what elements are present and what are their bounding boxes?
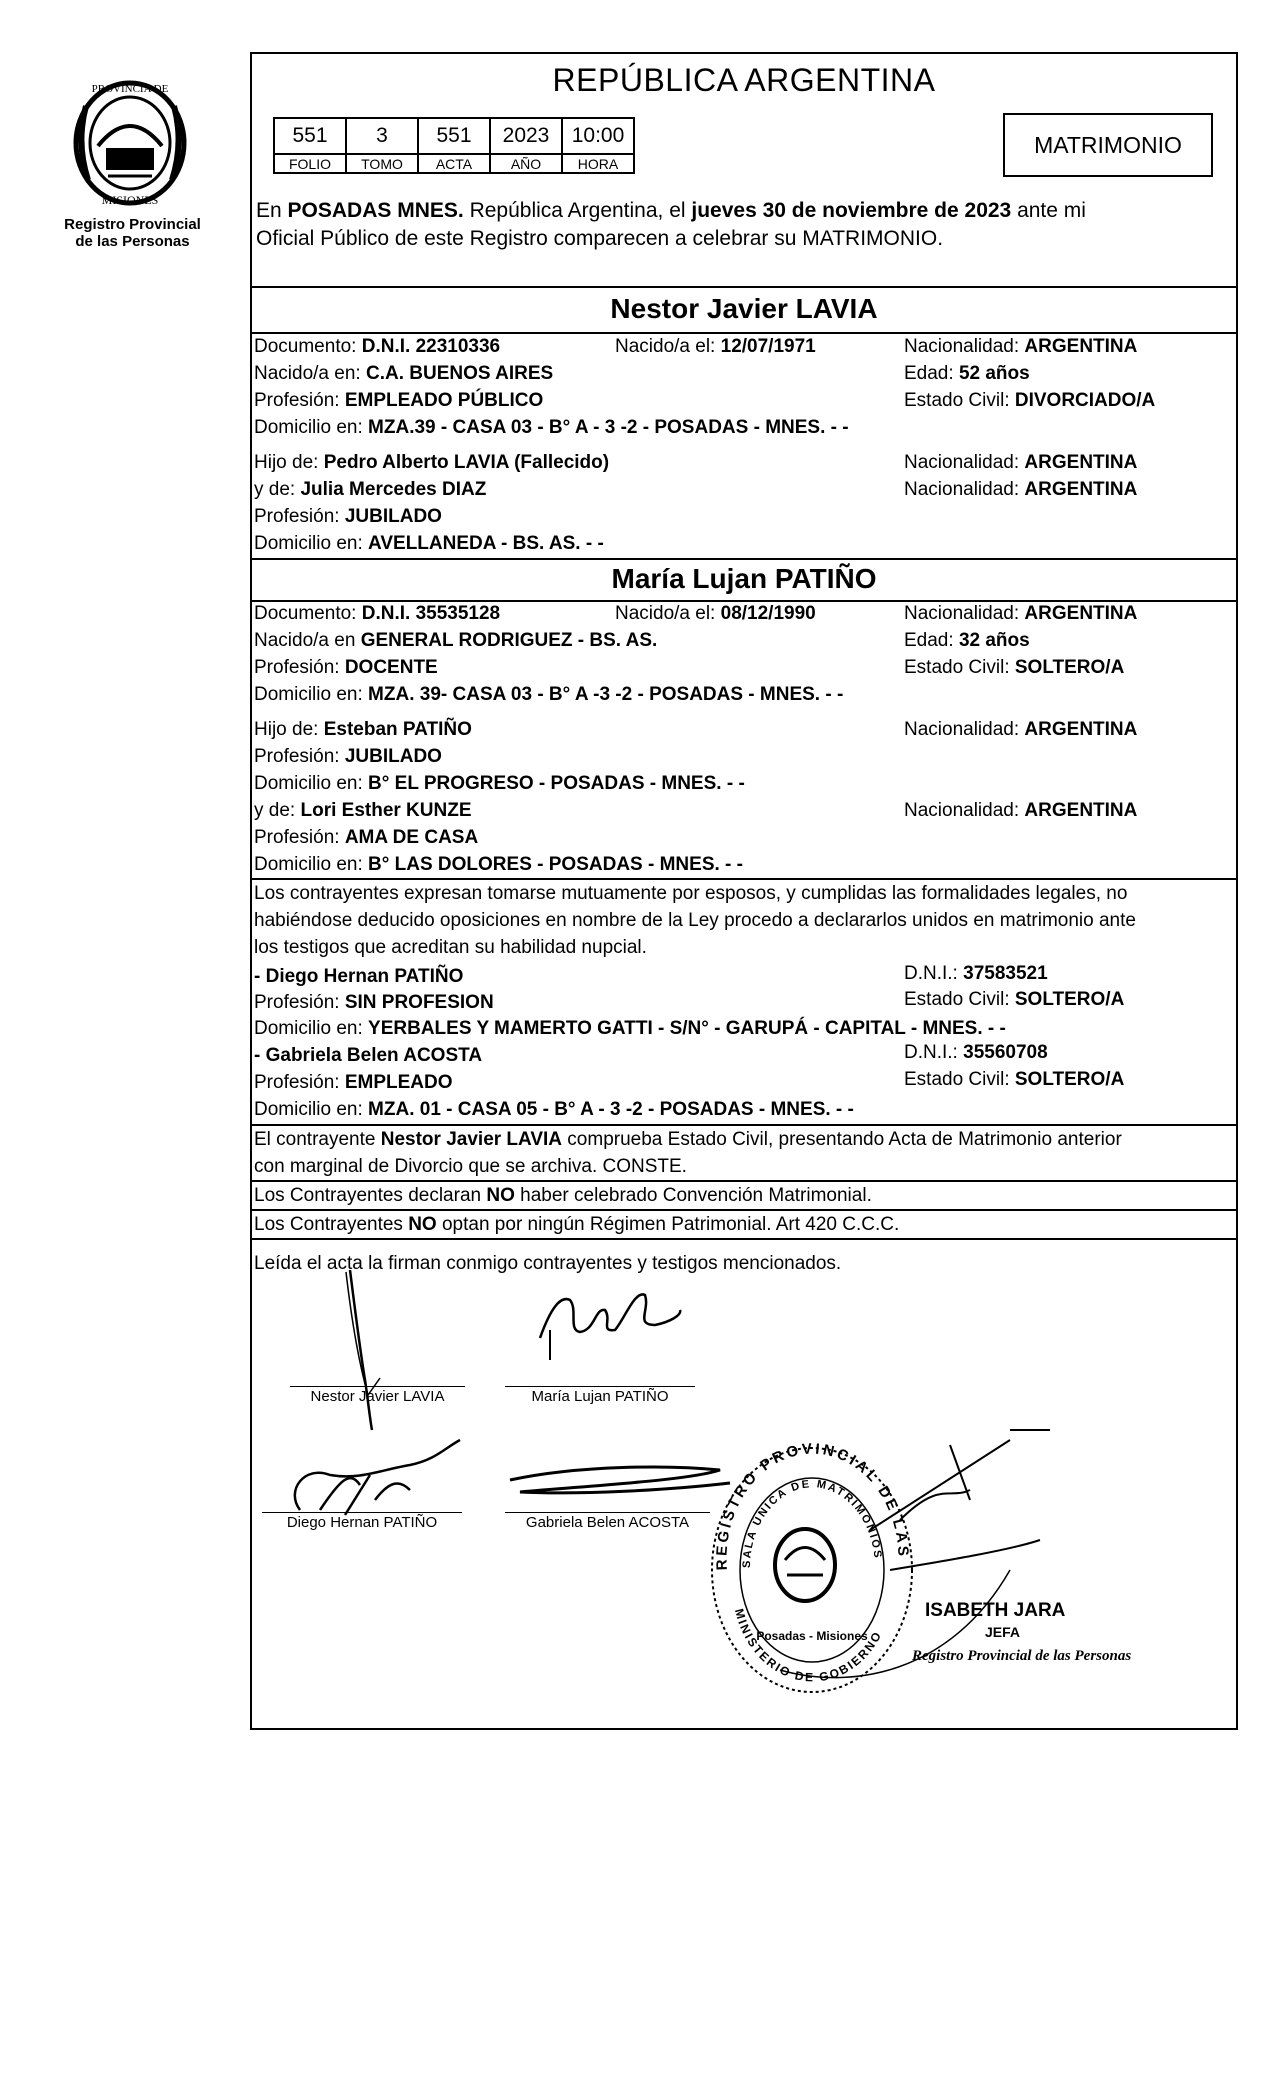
- witness2-dni: [904, 1041, 1048, 1065]
- bride-birthdate: [615, 602, 816, 626]
- field-label: Estado Civil:: [904, 390, 1015, 411]
- field-label: D.N.I.:: [904, 963, 964, 984]
- provincial-seal: [68, 76, 193, 211]
- witness2-civil-status: [904, 1068, 1124, 1092]
- bride-civil-status: [904, 656, 1124, 680]
- note-line2: con marginal de Divorcio que se archiva. CONSTE.: [254, 1156, 687, 1177]
- divider: [250, 286, 1238, 288]
- field-label: Domicilio en:: [254, 773, 369, 794]
- field-value: SOLTERO/A: [1014, 989, 1125, 1010]
- signature-stroke: [540, 1294, 680, 1338]
- declaration-line3: los testigos que acreditan su habilidad nupcial.: [254, 937, 647, 958]
- declaration-line1: Los contrayentes expresan tomarse mutuamente por esposos, y cumplidas las formalidades legales, no: [254, 883, 1128, 904]
- record-number-table: [273, 117, 635, 174]
- field-value: 52 años: [958, 363, 1030, 384]
- bride-mother-address: [254, 853, 743, 877]
- signature-stroke: [346, 1272, 380, 1395]
- stamp-bottom-text: MINISTERIO DE GOBIERNO: [731, 1607, 885, 1685]
- bride-name: María Lujan PATIÑO: [611, 563, 877, 594]
- note-text: comprueba Estado Civil, presentando Acta de Matrimonio anterior: [562, 1129, 1122, 1150]
- field-label: Nacido/a el:: [615, 336, 721, 357]
- official-role: JEFA: [985, 1624, 1021, 1640]
- field-label: Domicilio en:: [254, 1018, 369, 1039]
- groom-mother: [254, 478, 486, 502]
- declaration-paragraph: [254, 880, 1236, 961]
- bride-birthplace: [254, 629, 657, 653]
- bride-age: [904, 629, 1030, 653]
- bride-mother: [254, 799, 472, 823]
- signature-line: [505, 1386, 695, 1387]
- official-name: ISABETH JARA: [925, 1600, 1066, 1621]
- field-label: Estado Civil:: [904, 657, 1015, 678]
- witness2-name: - Gabriela Belen ACOSTA: [254, 1045, 483, 1066]
- field-value: D.N.I. 35535128: [361, 603, 501, 624]
- field-label: Nacionalidad:: [904, 800, 1025, 821]
- groom-parent-profession: [254, 505, 442, 529]
- field-label: Domicilio en:: [254, 533, 369, 554]
- field-label: Profesión:: [254, 657, 345, 678]
- signature-stroke: [295, 1440, 460, 1515]
- groom-birthdate: [615, 335, 816, 359]
- convention-text: haber celebrado Convención Matrimonial.: [514, 1185, 872, 1206]
- bride-nationality: [904, 602, 1137, 626]
- signature-label-groom: Nestor Javier LAVIA: [310, 1388, 445, 1405]
- official-office: Registro Provincial de las Personas: [912, 1648, 1132, 1664]
- bride-father-address: [254, 772, 745, 796]
- field-value: Pedro Alberto LAVIA (Fallecido): [323, 452, 610, 473]
- witness2-address: [254, 1098, 854, 1122]
- field-value: DOCENTE: [344, 657, 438, 678]
- field-label: Estado Civil:: [904, 989, 1015, 1010]
- field-value: SOLTERO/A: [1014, 657, 1125, 678]
- signature-line: [290, 1386, 465, 1387]
- groom-nationality: [904, 335, 1137, 359]
- groom-birthplace: [254, 362, 553, 386]
- signature-line: [262, 1512, 462, 1513]
- field-label: Documento:: [254, 603, 362, 624]
- field-label: D.N.I.:: [904, 1042, 964, 1063]
- tomo-label: TOMO: [346, 154, 418, 173]
- record-type-box: MATRIMONIO: [1003, 113, 1213, 177]
- signature-label-bride: María Lujan PATIÑO: [531, 1388, 669, 1405]
- divider: [250, 332, 1238, 334]
- tomo-value: 3: [346, 118, 418, 154]
- intro-line2: Oficial Público de este Registro comparecen a celebrar su MATRIMONIO.: [256, 227, 944, 250]
- witness1-address: [254, 1017, 1006, 1041]
- bride-mother-profession: [254, 826, 478, 850]
- convention-no: NO: [408, 1214, 437, 1235]
- groom-mother-nationality: [904, 478, 1137, 502]
- field-label: Profesión:: [254, 827, 345, 848]
- hora-value: 10:00: [562, 118, 634, 154]
- intro-text: ante mi: [1011, 199, 1086, 222]
- document-title: REPÚBLICA ARGENTINA: [552, 62, 936, 98]
- field-value: DIVORCIADO/A: [1014, 390, 1156, 411]
- field-value: Julia Mercedes DIAZ: [300, 479, 487, 500]
- bride-father-nationality: [904, 718, 1137, 742]
- acta-label: ACTA: [418, 154, 490, 173]
- intro-line1: [256, 197, 1236, 225]
- field-value: Esteban PATIÑO: [323, 719, 472, 740]
- field-label: y de:: [254, 800, 301, 821]
- civil-status-note: [254, 1126, 1236, 1180]
- field-label: Nacionalidad:: [904, 336, 1025, 357]
- folio-value: 551: [274, 118, 346, 154]
- field-value: ARGENTINA: [1024, 719, 1138, 740]
- signature-line: [505, 1512, 710, 1513]
- witness1-name: - Diego Hernan PATIÑO: [254, 966, 464, 987]
- folio-label: FOLIO: [274, 154, 346, 173]
- field-label: Hijo de:: [254, 719, 324, 740]
- bride-father-profession: [254, 745, 442, 769]
- groom-father-nationality: [904, 451, 1137, 475]
- field-value: JUBILADO: [344, 746, 442, 767]
- divider: [250, 558, 1238, 560]
- intro-paragraph: [256, 197, 1236, 253]
- field-label: Nacionalidad:: [904, 603, 1025, 624]
- field-value: ARGENTINA: [1024, 452, 1138, 473]
- field-value: 12/07/1971: [720, 336, 816, 357]
- field-value: Lori Esther KUNZE: [300, 800, 472, 821]
- field-label: Nacionalidad:: [904, 479, 1025, 500]
- field-value: 37583521: [963, 963, 1048, 984]
- field-label: y de:: [254, 479, 301, 500]
- groom-address: [254, 416, 849, 440]
- intro-place: POSADAS MNES.: [287, 199, 464, 222]
- field-value: B° EL PROGRESO - POSADAS - MNES. - -: [368, 773, 745, 794]
- field-label: Domicilio en:: [254, 684, 369, 705]
- registry-label: [45, 216, 220, 250]
- field-label: Estado Civil:: [904, 1069, 1015, 1090]
- signature-label-witness2: Gabriela Belen ACOSTA: [525, 1514, 690, 1531]
- stamp-city-text: Posadas - Misiones: [756, 1629, 868, 1643]
- field-value: EMPLEADO: [344, 1072, 453, 1093]
- field-label: Edad:: [904, 363, 959, 384]
- field-label: Nacido/a en: [254, 630, 361, 651]
- field-value: ARGENTINA: [1024, 603, 1138, 624]
- field-value: MZA. 39- CASA 03 - B° A -3 -2 - POSADAS - MNES. - -: [368, 684, 844, 705]
- field-label: Profesión:: [254, 746, 345, 767]
- field-value: GENERAL RODRIGUEZ - BS. AS.: [360, 630, 658, 651]
- field-value: MZA.39 - CASA 03 - B° A - 3 -2 - POSADAS - MNES. - -: [368, 417, 849, 438]
- groom-profession: [254, 389, 543, 413]
- field-value: 35560708: [963, 1042, 1048, 1063]
- acta-value: 551: [418, 118, 490, 154]
- note-line1: [254, 1126, 1236, 1153]
- witness1-civil-status: [904, 988, 1124, 1012]
- witness2-profession: [254, 1071, 453, 1095]
- groom-name: Nestor Javier LAVIA: [610, 293, 878, 324]
- field-label: Nacido/a en:: [254, 363, 366, 384]
- bride-document: [254, 602, 500, 626]
- field-value: AMA DE CASA: [344, 827, 479, 848]
- groom-document: [254, 335, 500, 359]
- field-label: Nacionalidad:: [904, 719, 1025, 740]
- field-value: EMPLEADO PÚBLICO: [344, 390, 544, 411]
- field-value: ARGENTINA: [1024, 479, 1138, 500]
- intro-text: En: [256, 199, 288, 222]
- field-label: Nacionalidad:: [904, 452, 1025, 473]
- signature-stroke: [510, 1467, 730, 1493]
- note-name: Nestor Javier LAVIA: [380, 1129, 563, 1150]
- closing-statement: Leída el acta la firman conmigo contrayentes y testigos mencionados.: [254, 1253, 842, 1274]
- witness1-profession: [254, 991, 494, 1015]
- field-value: AVELLANEDA - BS. AS. - -: [368, 533, 604, 554]
- groom-civil-status: [904, 389, 1155, 413]
- signature-stroke: [350, 1270, 372, 1430]
- field-label: Domicilio en:: [254, 1099, 369, 1120]
- convention-text: Los Contrayentes: [254, 1214, 409, 1235]
- seal-text-bottom: MISIONES: [101, 193, 159, 207]
- field-value: MZA. 01 - CASA 05 - B° A - 3 -2 - POSADAS - MNES. - -: [368, 1099, 854, 1120]
- convention-line2: [254, 1211, 1236, 1238]
- divider: [250, 1238, 1238, 1240]
- declaration-line2: habiéndose deducido oposiciones en nombre de la Ley procedo a declararlos unidos en matrimonio ante: [254, 910, 1136, 931]
- intro-text: República Argentina, el: [463, 199, 692, 222]
- field-value: JUBILADO: [344, 506, 442, 527]
- official-stamp: [705, 1440, 920, 1700]
- field-value: B° LAS DOLORES - POSADAS - MNES. - -: [368, 854, 743, 875]
- anio-label: AÑO: [490, 154, 562, 173]
- field-label: Edad:: [904, 630, 959, 651]
- bride-father: [254, 718, 472, 742]
- convention-no: NO: [486, 1185, 515, 1206]
- convention-line1: [254, 1182, 1236, 1209]
- field-value: ARGENTINA: [1024, 800, 1138, 821]
- field-value: ARGENTINA: [1024, 336, 1138, 357]
- field-label: Profesión:: [254, 992, 345, 1013]
- field-label: Domicilio en:: [254, 854, 369, 875]
- field-value: 32 años: [958, 630, 1030, 651]
- field-label: Profesión:: [254, 1072, 345, 1093]
- stamp-inner-text: SALA ÚNICA DE MATRIMONIOS: [740, 1478, 884, 1569]
- field-label: Profesión:: [254, 506, 345, 527]
- field-label: Domicilio en:: [254, 417, 369, 438]
- field-label: Profesión:: [254, 390, 345, 411]
- field-value: C.A. BUENOS AIRES: [365, 363, 554, 384]
- groom-parent-address: [254, 532, 604, 556]
- seal-text-top: PROVINCIA DE: [91, 83, 169, 95]
- witness1-dni: [904, 962, 1048, 986]
- bride-profession: [254, 656, 438, 680]
- anio-value: 2023: [490, 118, 562, 154]
- signature-label-witness1: Diego Hernan PATIÑO: [286, 1514, 438, 1531]
- groom-age: [904, 362, 1030, 386]
- intro-date: jueves 30 de noviembre de 2023: [691, 199, 1012, 222]
- convention-text: Los Contrayentes declaran: [254, 1185, 487, 1206]
- field-value: 08/12/1990: [720, 603, 816, 624]
- registry-label-line2: de las Personas: [75, 233, 190, 250]
- registry-label-line1: Registro Provincial: [64, 216, 201, 233]
- field-label: Documento:: [254, 336, 362, 357]
- field-value: SIN PROFESION: [344, 992, 494, 1013]
- field-label: Hijo de:: [254, 452, 324, 473]
- convention-text: optan por ningún Régimen Patrimonial. Art 420 C.C.C.: [436, 1214, 900, 1235]
- bride-address: [254, 683, 843, 707]
- bride-mother-nationality: [904, 799, 1137, 823]
- field-value: SOLTERO/A: [1014, 1069, 1125, 1090]
- stamp-outer-text: REGISTRO PROVINCIAL DE LAS: [713, 1440, 912, 1571]
- note-text: El contrayente: [254, 1129, 381, 1150]
- field-value: YERBALES Y MAMERTO GATTI - S/N° - GARUPÁ - CAPITAL - MNES. - -: [368, 1018, 1006, 1039]
- field-label: Nacido/a el:: [615, 603, 721, 624]
- hora-label: HORA: [562, 154, 634, 173]
- groom-father: [254, 451, 609, 475]
- field-value: D.N.I. 22310336: [361, 336, 501, 357]
